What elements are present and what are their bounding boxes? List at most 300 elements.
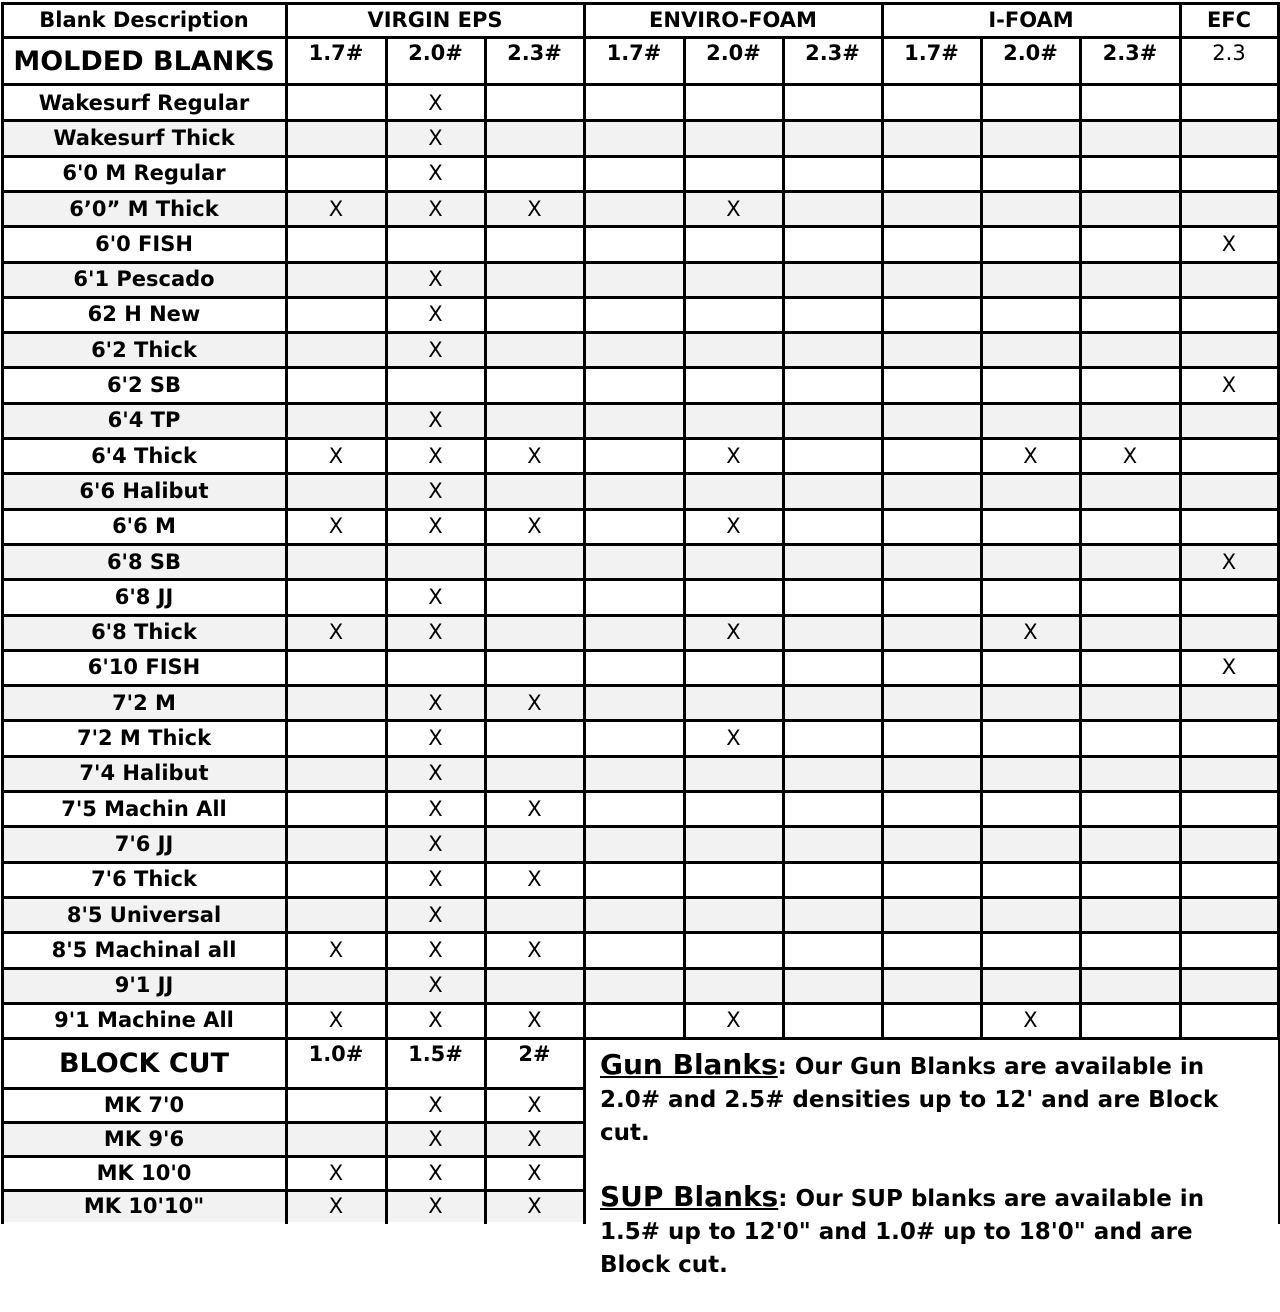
availability-cell	[1080, 226, 1180, 261]
sup-blanks-title: SUP Blanks	[600, 1180, 779, 1213]
availability-cell	[882, 367, 981, 402]
grid-line	[2, 790, 1278, 793]
availability-cell	[1080, 1003, 1180, 1038]
availability-cell	[286, 826, 386, 861]
availability-cell	[1080, 191, 1180, 226]
density-header: 2.3#	[507, 41, 562, 65]
block-cut-name: MK 7'0	[2, 1088, 286, 1122]
availability-cell	[1080, 509, 1180, 544]
availability-cell	[1080, 720, 1180, 755]
availability-cell	[584, 156, 684, 191]
grid-line	[285, 2, 288, 1039]
availability-cell	[684, 367, 783, 402]
grid-line	[1079, 37, 1082, 1039]
availability-cell	[981, 262, 1080, 297]
availability-cell	[485, 720, 584, 755]
availability-cell	[1080, 85, 1180, 120]
availability-cell: X	[485, 1003, 584, 1038]
availability-cell	[286, 367, 386, 402]
availability-cell	[783, 85, 882, 120]
grid-line	[285, 1038, 288, 1224]
availability-cell	[584, 544, 684, 579]
availability-cell	[286, 968, 386, 1003]
availability-cell: X	[386, 191, 485, 226]
availability-cell: X	[386, 438, 485, 473]
grid-line	[2, 684, 1278, 687]
availability-cell	[1080, 367, 1180, 402]
density-header: 2.3#	[1102, 41, 1158, 65]
availability-cell	[783, 720, 882, 755]
block-cut-cell: X	[485, 1088, 584, 1122]
blank-name: 6'1 Pescado	[2, 262, 286, 297]
availability-cell	[783, 862, 882, 897]
grid-line	[2, 896, 1278, 899]
blank-name: 7'6 JJ	[2, 826, 286, 861]
availability-cell	[882, 473, 981, 508]
availability-cell: X	[684, 720, 783, 755]
block-cut-cell: X	[386, 1156, 485, 1190]
availability-cell	[485, 756, 584, 791]
availability-cell: X	[386, 791, 485, 826]
availability-cell	[1180, 332, 1278, 367]
availability-cell: X	[485, 438, 584, 473]
availability-cell	[485, 297, 584, 332]
availability-cell	[981, 579, 1080, 614]
availability-cell	[981, 332, 1080, 367]
availability-cell	[584, 756, 684, 791]
availability-cell: X	[286, 615, 386, 650]
blank-name: Wakesurf Regular	[2, 85, 286, 120]
availability-cell	[1180, 191, 1278, 226]
availability-cell	[684, 544, 783, 579]
blank-name: 8'5 Universal	[2, 897, 286, 932]
grid-line	[2, 649, 1278, 652]
availability-cell	[286, 544, 386, 579]
grid-line	[2, 543, 1278, 546]
availability-cell: X	[684, 1003, 783, 1038]
availability-cell	[584, 120, 684, 155]
availability-cell	[1080, 685, 1180, 720]
availability-cell	[584, 85, 684, 120]
availability-cell	[584, 191, 684, 226]
grid-line	[2, 2, 1278, 5]
grid-line	[1179, 2, 1182, 1039]
availability-cell	[286, 579, 386, 614]
grid-line	[583, 2, 586, 1039]
grid-line	[2, 755, 1278, 758]
availability-cell	[783, 262, 882, 297]
availability-cell	[286, 156, 386, 191]
availability-cell	[882, 544, 981, 579]
grid-line	[2, 437, 1278, 440]
blank-name: 6'8 JJ	[2, 579, 286, 614]
availability-cell: X	[1180, 544, 1278, 579]
availability-cell	[783, 968, 882, 1003]
availability-cell	[981, 720, 1080, 755]
grid-line	[484, 37, 487, 1039]
block-cut-name: MK 10'10"	[2, 1190, 286, 1222]
availability-cell	[684, 120, 783, 155]
availability-cell: X	[981, 438, 1080, 473]
availability-cell	[981, 685, 1080, 720]
grid-line	[2, 825, 1278, 828]
availability-cell: X	[386, 1003, 485, 1038]
group-header: ENVIRO-FOAM	[649, 7, 817, 32]
availability-cell	[684, 85, 783, 120]
availability-cell	[584, 650, 684, 685]
availability-cell	[1080, 544, 1180, 579]
availability-cell: X	[1180, 650, 1278, 685]
availability-cell	[882, 403, 981, 438]
grid-line	[2, 366, 1278, 369]
grid-line	[2, 331, 1278, 334]
availability-cell	[584, 332, 684, 367]
availability-cell	[1080, 262, 1180, 297]
availability-cell	[882, 826, 981, 861]
blank-name: 7'2 M Thick	[2, 720, 286, 755]
grid-line	[2, 967, 1278, 970]
availability-cell	[286, 226, 386, 261]
grid-line	[2, 119, 1278, 122]
grid-line	[2, 1155, 585, 1158]
availability-cell	[684, 156, 783, 191]
availability-cell	[1180, 756, 1278, 791]
availability-cell	[684, 650, 783, 685]
availability-cell	[981, 226, 1080, 261]
availability-cell: X	[684, 191, 783, 226]
availability-cell	[485, 156, 584, 191]
blank-name: 6'0 M Regular	[2, 156, 286, 191]
availability-cell	[1180, 615, 1278, 650]
availability-cell: X	[386, 615, 485, 650]
availability-cell	[783, 367, 882, 402]
grid-line	[583, 1038, 586, 1224]
availability-cell	[882, 438, 981, 473]
availability-cell: X	[386, 826, 485, 861]
grid-line	[1, 1038, 4, 1224]
availability-cell	[882, 579, 981, 614]
availability-cell	[981, 826, 1080, 861]
availability-cell: X	[386, 332, 485, 367]
availability-cell	[882, 932, 981, 967]
availability-cell	[981, 403, 1080, 438]
availability-cell	[783, 120, 882, 155]
grid-line	[2, 508, 1278, 511]
availability-cell	[783, 473, 882, 508]
availability-cell	[783, 544, 882, 579]
blank-name: 6'6 Halibut	[2, 473, 286, 508]
availability-cell	[882, 862, 981, 897]
availability-cell: X	[286, 509, 386, 544]
availability-cell	[584, 262, 684, 297]
availability-cell	[1180, 720, 1278, 755]
availability-cell: X	[485, 191, 584, 226]
availability-cell	[1080, 897, 1180, 932]
availability-cell	[286, 756, 386, 791]
availability-cell	[286, 473, 386, 508]
availability-cell	[485, 85, 584, 120]
grid-line	[2, 83, 1278, 86]
availability-cell	[286, 403, 386, 438]
availability-cell	[981, 544, 1080, 579]
availability-cell	[584, 509, 684, 544]
grid-line	[2, 861, 1278, 864]
grid-line	[385, 1038, 388, 1224]
availability-cell	[485, 897, 584, 932]
availability-cell	[1180, 862, 1278, 897]
grid-line	[2, 472, 1278, 475]
grid-line	[2, 1121, 585, 1124]
availability-cell	[882, 897, 981, 932]
grid-line	[2, 155, 1278, 158]
availability-cell	[882, 791, 981, 826]
availability-cell: X	[981, 615, 1080, 650]
availability-cell: X	[386, 262, 485, 297]
blank-description-header: Blank Description	[39, 7, 249, 32]
availability-cell	[286, 862, 386, 897]
availability-cell	[286, 685, 386, 720]
blank-name: 7'6 Thick	[2, 862, 286, 897]
availability-cell	[386, 367, 485, 402]
availability-cell	[386, 650, 485, 685]
availability-cell	[783, 650, 882, 685]
availability-cell	[1180, 438, 1278, 473]
availability-cell	[584, 720, 684, 755]
availability-cell	[485, 826, 584, 861]
availability-cell	[1180, 120, 1278, 155]
blank-name: 6'10 FISH	[2, 650, 286, 685]
availability-cell	[684, 897, 783, 932]
availability-cell	[1080, 615, 1180, 650]
availability-cell	[684, 332, 783, 367]
density-header: 2.0#	[408, 41, 463, 65]
availability-cell	[584, 438, 684, 473]
availability-cell	[783, 615, 882, 650]
availability-cell	[783, 403, 882, 438]
grid-line	[683, 37, 686, 1039]
group-header: I-FOAM	[988, 7, 1074, 32]
availability-cell: X	[286, 932, 386, 967]
availability-cell	[584, 897, 684, 932]
grid-line	[980, 37, 983, 1039]
availability-cell	[981, 932, 1080, 967]
availability-cell	[684, 791, 783, 826]
availability-cell	[783, 897, 882, 932]
block-cut-cell: X	[485, 1190, 584, 1222]
block-cut-density-header: 1.5#	[408, 1042, 463, 1067]
availability-cell	[1180, 579, 1278, 614]
availability-cell	[684, 862, 783, 897]
availability-cell	[286, 332, 386, 367]
block-cut-name: MK 9'6	[2, 1122, 286, 1156]
availability-cell	[584, 968, 684, 1003]
grid-line	[2, 36, 1278, 39]
availability-cell	[783, 297, 882, 332]
availability-cell: X	[485, 791, 584, 826]
availability-cell	[783, 156, 882, 191]
blank-name: 6'2 SB	[2, 367, 286, 402]
availability-cell	[684, 826, 783, 861]
availability-cell	[584, 367, 684, 402]
availability-cell	[882, 332, 981, 367]
availability-cell: X	[386, 297, 485, 332]
availability-cell	[783, 791, 882, 826]
block-cut-cell: X	[386, 1088, 485, 1122]
availability-cell	[386, 544, 485, 579]
availability-cell: X	[386, 756, 485, 791]
grid-line	[2, 1189, 585, 1192]
group-header: VIRGIN EPS	[367, 7, 503, 32]
availability-cell	[485, 367, 584, 402]
availability-cell	[882, 226, 981, 261]
availability-cell	[1080, 473, 1180, 508]
blank-name: 6'8 SB	[2, 544, 286, 579]
availability-cell	[584, 826, 684, 861]
blank-name: 8'5 Machinal all	[2, 932, 286, 967]
grid-line	[484, 1038, 487, 1224]
density-header: 1.7#	[606, 41, 662, 65]
block-cut-name: MK 10'0	[2, 1156, 286, 1190]
grid-line	[2, 578, 1278, 581]
availability-cell	[882, 650, 981, 685]
availability-cell	[1180, 297, 1278, 332]
availability-cell	[882, 156, 981, 191]
availability-cell	[882, 509, 981, 544]
availability-cell: X	[386, 720, 485, 755]
availability-cell	[1080, 932, 1180, 967]
availability-cell: X	[386, 579, 485, 614]
availability-cell	[1080, 791, 1180, 826]
grid-line	[881, 2, 884, 1039]
availability-cell	[783, 191, 882, 226]
availability-cell	[485, 226, 584, 261]
availability-cell	[783, 332, 882, 367]
availability-cell	[1080, 756, 1180, 791]
block-cut-cell: X	[386, 1122, 485, 1156]
availability-cell	[981, 650, 1080, 685]
availability-cell	[1180, 932, 1278, 967]
availability-cell	[882, 262, 981, 297]
availability-cell	[981, 473, 1080, 508]
availability-cell	[485, 615, 584, 650]
blank-name: 62 H New	[2, 297, 286, 332]
availability-cell	[783, 579, 882, 614]
availability-cell	[1080, 332, 1180, 367]
grid-line	[2, 225, 1278, 228]
blank-name: 9'1 Machine All	[2, 1003, 286, 1038]
availability-cell	[684, 579, 783, 614]
block-cut-cell: X	[485, 1156, 584, 1190]
availability-cell: X	[386, 509, 485, 544]
availability-cell	[286, 897, 386, 932]
availability-cell	[684, 968, 783, 1003]
availability-cell	[1180, 1003, 1278, 1038]
blank-name: 6'4 TP	[2, 403, 286, 438]
blank-name: 9'1 JJ	[2, 968, 286, 1003]
availability-cell	[981, 756, 1080, 791]
grid-line	[782, 37, 785, 1039]
availability-cell: X	[386, 897, 485, 932]
availability-cell	[783, 1003, 882, 1038]
grid-line	[2, 931, 1278, 934]
blank-name: 6'4 Thick	[2, 438, 286, 473]
grid-line	[2, 296, 1278, 299]
availability-cell	[584, 226, 684, 261]
availability-cell	[1080, 968, 1180, 1003]
block-cut-cell: X	[386, 1190, 485, 1222]
block-cut-cell: X	[485, 1122, 584, 1156]
blank-name: Wakesurf Thick	[2, 120, 286, 155]
availability-cell	[1180, 968, 1278, 1003]
grid-line	[1, 2, 4, 1039]
availability-cell	[1080, 297, 1180, 332]
availability-cell	[882, 191, 981, 226]
availability-cell	[1180, 685, 1278, 720]
availability-cell	[981, 862, 1080, 897]
availability-cell	[684, 262, 783, 297]
availability-cell	[1180, 473, 1278, 508]
availability-cell: X	[386, 120, 485, 155]
sup-blanks-colon: :	[778, 1186, 788, 1212]
availability-cell	[882, 85, 981, 120]
availability-cell	[1080, 579, 1180, 614]
density-header: 2.0#	[1003, 41, 1058, 65]
density-header: 1.7#	[308, 41, 364, 65]
availability-cell: X	[386, 862, 485, 897]
availability-cell	[981, 156, 1080, 191]
density-header: 2.3#	[805, 41, 860, 65]
availability-cell: X	[386, 968, 485, 1003]
availability-cell	[584, 297, 684, 332]
grid-line	[2, 1087, 585, 1090]
availability-cell: X	[684, 615, 783, 650]
availability-cell: X	[286, 191, 386, 226]
availability-cell	[286, 650, 386, 685]
availability-cell	[286, 85, 386, 120]
availability-cell	[981, 120, 1080, 155]
availability-cell	[584, 1003, 684, 1038]
availability-cell: X	[1180, 367, 1278, 402]
availability-cell	[1080, 156, 1180, 191]
availability-cell	[1180, 156, 1278, 191]
availability-cell	[882, 1003, 981, 1038]
availability-cell	[386, 226, 485, 261]
availability-cell	[684, 403, 783, 438]
grid-line	[2, 614, 1278, 617]
notes-panel	[600, 1048, 1270, 1312]
availability-cell	[882, 756, 981, 791]
block-cut-cell: X	[286, 1156, 386, 1190]
availability-cell	[981, 85, 1080, 120]
grid-line	[2, 261, 1278, 264]
availability-cell: X	[386, 85, 485, 120]
availability-cell	[1080, 826, 1180, 861]
sup-blanks-note	[600, 1180, 1270, 1282]
availability-cell	[981, 968, 1080, 1003]
availability-cell	[783, 826, 882, 861]
availability-cell: X	[684, 438, 783, 473]
availability-cell	[485, 120, 584, 155]
block-cut-title: BLOCK CUT	[58, 1047, 230, 1079]
gun-blanks-text: Our Gun Blanks are available in 2.0# and 2.5# densities up to 12' and are Block cut.	[600, 1054, 1219, 1146]
availability-cell	[485, 403, 584, 438]
availability-cell	[485, 332, 584, 367]
availability-cell	[485, 968, 584, 1003]
availability-cell	[1180, 509, 1278, 544]
availability-cell	[286, 720, 386, 755]
availability-cell	[783, 932, 882, 967]
grid-line	[2, 1037, 1278, 1040]
